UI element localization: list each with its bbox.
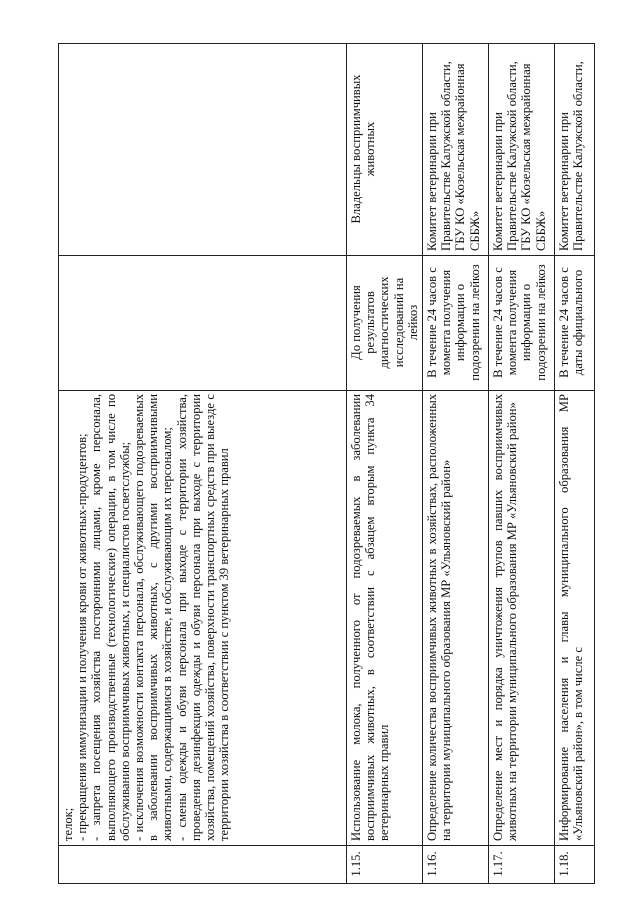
action-line: - прекращения иммунизации и получения крови от животных-продуцентов; <box>75 433 90 841</box>
action-line: - исключения возможности контакта персонала, обслуживающего подозреваемых в заболевании восприимчивых животных, с другими восприимчивыми животными, содержащимися в хозяйстве, и обслуживающим их персоналом; <box>132 394 175 841</box>
action-line: - запрета посещения хозяйства посторонними лицами, кроме персонала, выполняющего производственные (технологические) операции, в том числе по обслуживанию восприимчивых животных, и специалистов госветслужбы; <box>89 394 132 841</box>
table-row <box>555 44 595 884</box>
measures-table <box>58 43 595 884</box>
action-cell: Определение количества восприимчивых животных в хозяйствах, расположенных на территории муниципального образования МР «Ульяновский район» <box>423 391 489 846</box>
responsible-cell: Комитет ветеринарии при Правительстве Калужской области, ГБУ КО «Козельская межрайонная СББЖ» <box>423 44 489 256</box>
action-cell: Определение мест и порядка уничтожения трупов павших восприимчивых животных на территории муниципального образования МР «Ульяновский район» <box>489 391 555 846</box>
responsible-cell: Владельцы восприимчивых животных <box>347 44 423 256</box>
responsible-cell <box>59 44 347 256</box>
action-line: телок; <box>61 807 75 841</box>
action-cell: Использование молока, полученного от подозреваемых в заболевании восприимчивых животных, в соответствии с абзацем вторым пункта 34 ветеринарных правил <box>347 391 423 846</box>
table-row <box>489 44 555 884</box>
table-row <box>423 44 489 884</box>
term-cell: До получения результатов диагностических исследований на лейкоз <box>347 256 423 391</box>
term-cell: В течение 24 часов с момента получения информации о подозрении на лейкоз <box>489 256 555 391</box>
term-cell: В течение 24 часов с даты официального <box>555 256 595 391</box>
row-number <box>59 846 347 884</box>
row-number: 1.16. <box>423 846 489 884</box>
action-line: - смены одежды и обуви персонала при выходе с территории хозяйства, проведения дезинфекции одежды и обуви персонала при выходе с территории хозяйства, помещений хозяйства, поверхности транспортных средств при выезде с территории хозяйства в соответствии с пунктом 39 ветеринарных правил <box>174 394 232 841</box>
term-cell: В течение 24 часов с момента получения информации о подозрении на лейкоз <box>423 256 489 391</box>
term-cell <box>59 256 347 391</box>
row-number: 1.18. <box>555 846 595 884</box>
action-cell: Информирование населения и главы муниципального образования МР «Ульяновский район», в том числе с <box>555 391 595 846</box>
responsible-cell: Комитет ветеринарии при Правительстве Калужской области, ГБУ КО «Козельская межрайонная СББЖ» <box>489 44 555 256</box>
table-row <box>59 44 347 884</box>
row-number: 1.17. <box>489 846 555 884</box>
action-cell <box>59 391 347 846</box>
responsible-cell: Комитет ветеринарии при Правительстве Калужской области, <box>555 44 595 256</box>
table-row <box>347 44 423 884</box>
row-number: 1.15. <box>347 846 423 884</box>
